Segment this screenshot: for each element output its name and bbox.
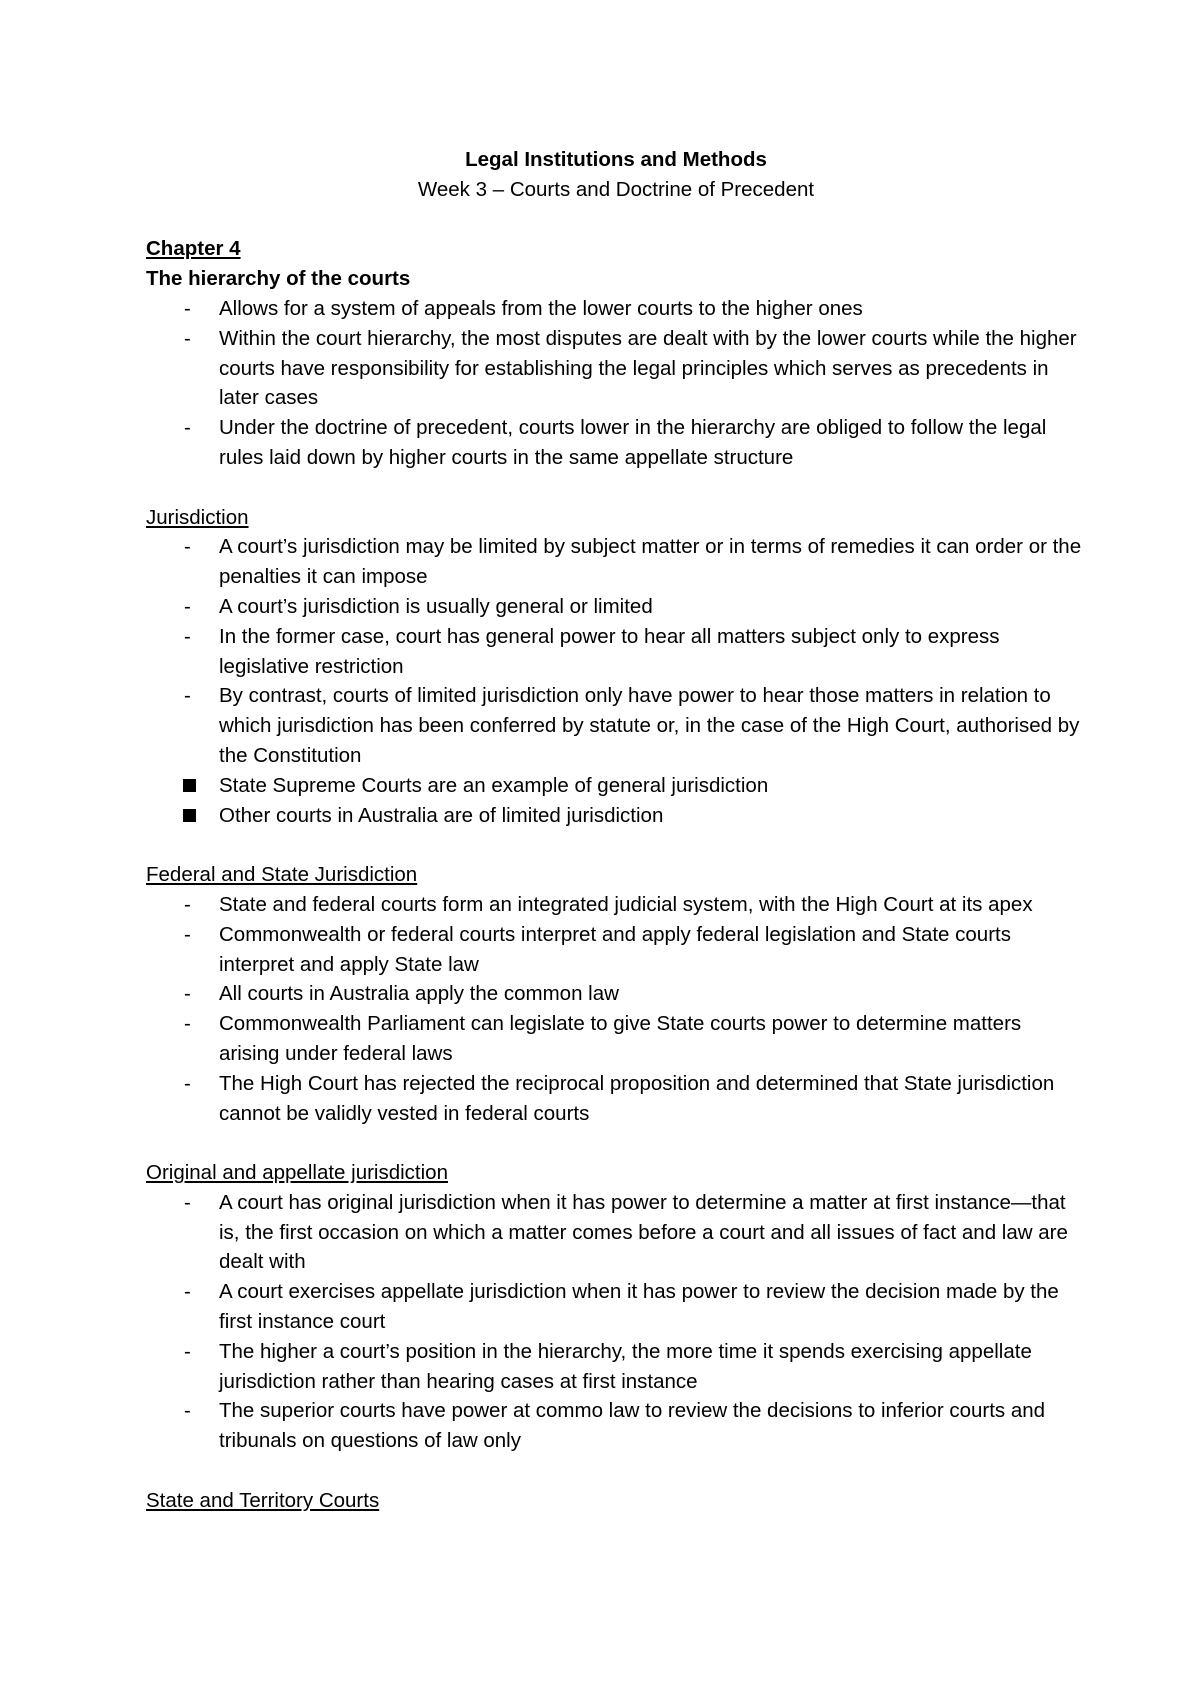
list-item <box>146 771 1086 801</box>
dash-marker: - <box>184 624 191 648</box>
list-item <box>146 1337 1086 1397</box>
dash-marker: - <box>184 1339 191 1363</box>
list-item-text: All courts in Australia apply the common law <box>219 982 619 1006</box>
document-title: Legal Institutions and Methods <box>465 148 767 171</box>
list-item <box>146 1277 1086 1337</box>
list-item <box>146 532 1086 592</box>
list-item <box>146 1188 1086 1277</box>
dash-marker: - <box>184 922 191 946</box>
square-bullet-icon <box>183 801 203 831</box>
list-item-text: The High Court has rejected the reciprocal proposition and determined that State jurisdiction cannot be validly vested in federal courts <box>219 1071 1055 1125</box>
section-original-appellate-jurisdiction <box>146 1158 1086 1456</box>
list-item-text: By contrast, courts of limited jurisdiction only have power to hear those matters in relation to which jurisdiction has been conferred by statute or, in the case of the High Court, authorised by the Constitution <box>219 684 1080 767</box>
dash-marker: - <box>184 1399 191 1423</box>
list-item-text: A court’s jurisdiction may be limited by subject matter or in terms of remedies it can order or the penalties it can impose <box>219 535 1082 589</box>
bullet-list <box>146 890 1086 1128</box>
dash-marker: - <box>184 684 191 708</box>
list-item <box>146 413 1086 473</box>
section-heading: Federal and State Jurisdiction <box>146 863 418 887</box>
list-item-text: Other courts in Australia are of limited jurisdiction <box>219 803 664 827</box>
section-heading: Chapter 4 <box>146 237 241 261</box>
section-heading: Jurisdiction <box>146 505 249 529</box>
section-jurisdiction <box>146 503 1086 831</box>
dash-marker: - <box>184 1012 191 1036</box>
section-chapter-4 <box>146 234 1086 472</box>
document-subtitle: Week 3 – Courts and Doctrine of Precedent <box>417 177 815 201</box>
list-item-text: A court’s jurisdiction is usually general or limited <box>219 594 653 618</box>
dash-marker: - <box>184 1280 191 1304</box>
dash-marker: - <box>184 982 191 1006</box>
list-item <box>146 294 1086 324</box>
dash-marker: - <box>184 326 191 350</box>
list-item-text: A court exercises appellate jurisdiction when it has power to review the decision made by the first instance court <box>219 1280 1059 1334</box>
dash-marker: - <box>184 1190 191 1214</box>
bullet-list <box>146 532 1086 830</box>
list-item <box>146 979 1086 1009</box>
list-item-text: In the former case, court has general power to hear all matters subject only to express legislative restriction <box>219 624 1000 678</box>
list-item-text: Commonwealth or federal courts interpret and apply federal legislation and State courts interpret and apply State law <box>219 922 1011 976</box>
list-item-text: Commonwealth Parliament can legislate to give State courts power to determine matters arising under federal laws <box>219 1012 1022 1065</box>
bullet-list <box>146 294 1086 473</box>
dash-marker: - <box>184 892 191 916</box>
square-bullet-icon <box>183 771 203 801</box>
list-item <box>146 890 1086 920</box>
section-subheading: The hierarchy of the courts <box>146 267 411 291</box>
list-item <box>146 1396 1086 1456</box>
dash-marker: - <box>184 594 191 618</box>
dash-marker: - <box>184 416 191 440</box>
document-content <box>146 145 1086 1545</box>
list-item <box>146 801 1086 831</box>
list-item <box>146 324 1086 413</box>
dash-marker: - <box>184 296 191 320</box>
list-item <box>146 920 1086 980</box>
list-item-text: State and federal courts form an integrated judicial system, with the High Court at its apex <box>219 892 1033 916</box>
list-item <box>146 592 1086 622</box>
list-item-text: State Supreme Courts are an example of general jurisdiction <box>219 773 769 797</box>
section-heading: Original and appellate jurisdiction <box>146 1161 448 1185</box>
list-item <box>146 622 1086 682</box>
dash-marker: - <box>184 535 191 559</box>
list-item-text: Under the doctrine of precedent, courts lower in the hierarchy are obliged to follow the legal rules laid down by higher courts in the same appellate structure <box>219 416 1047 469</box>
list-item-text: The higher a court’s position in the hierarchy, the more time it spends exercising appellate jurisdiction rather than hearing cases at first instance <box>219 1339 1032 1393</box>
section-heading: State and Territory Courts <box>146 1488 380 1512</box>
list-item-text: The superior courts have power at commo law to review the decisions to inferior courts and tribunals on questions of law only <box>219 1399 1046 1453</box>
list-item-text: Within the court hierarchy, the most disputes are dealt with by the lower courts while the higher courts have responsibility for establishing the legal principles which serves as precedents in later cases <box>219 326 1077 410</box>
list-item-text: Allows for a system of appeals from the lower courts to the higher ones <box>219 296 863 320</box>
section-federal-state-jurisdiction <box>146 860 1086 1128</box>
list-item <box>146 681 1086 770</box>
bullet-list <box>146 1188 1086 1456</box>
list-item <box>146 1009 1086 1069</box>
list-item <box>146 1069 1086 1129</box>
section-state-territory-courts <box>146 1486 1086 1516</box>
dash-marker: - <box>184 1071 191 1095</box>
list-item-text: A court has original jurisdiction when it has power to determine a matter at first instance—that is, the first occasion on which a matter comes before a court and all issues of fact and law are dealt with <box>219 1190 1068 1274</box>
